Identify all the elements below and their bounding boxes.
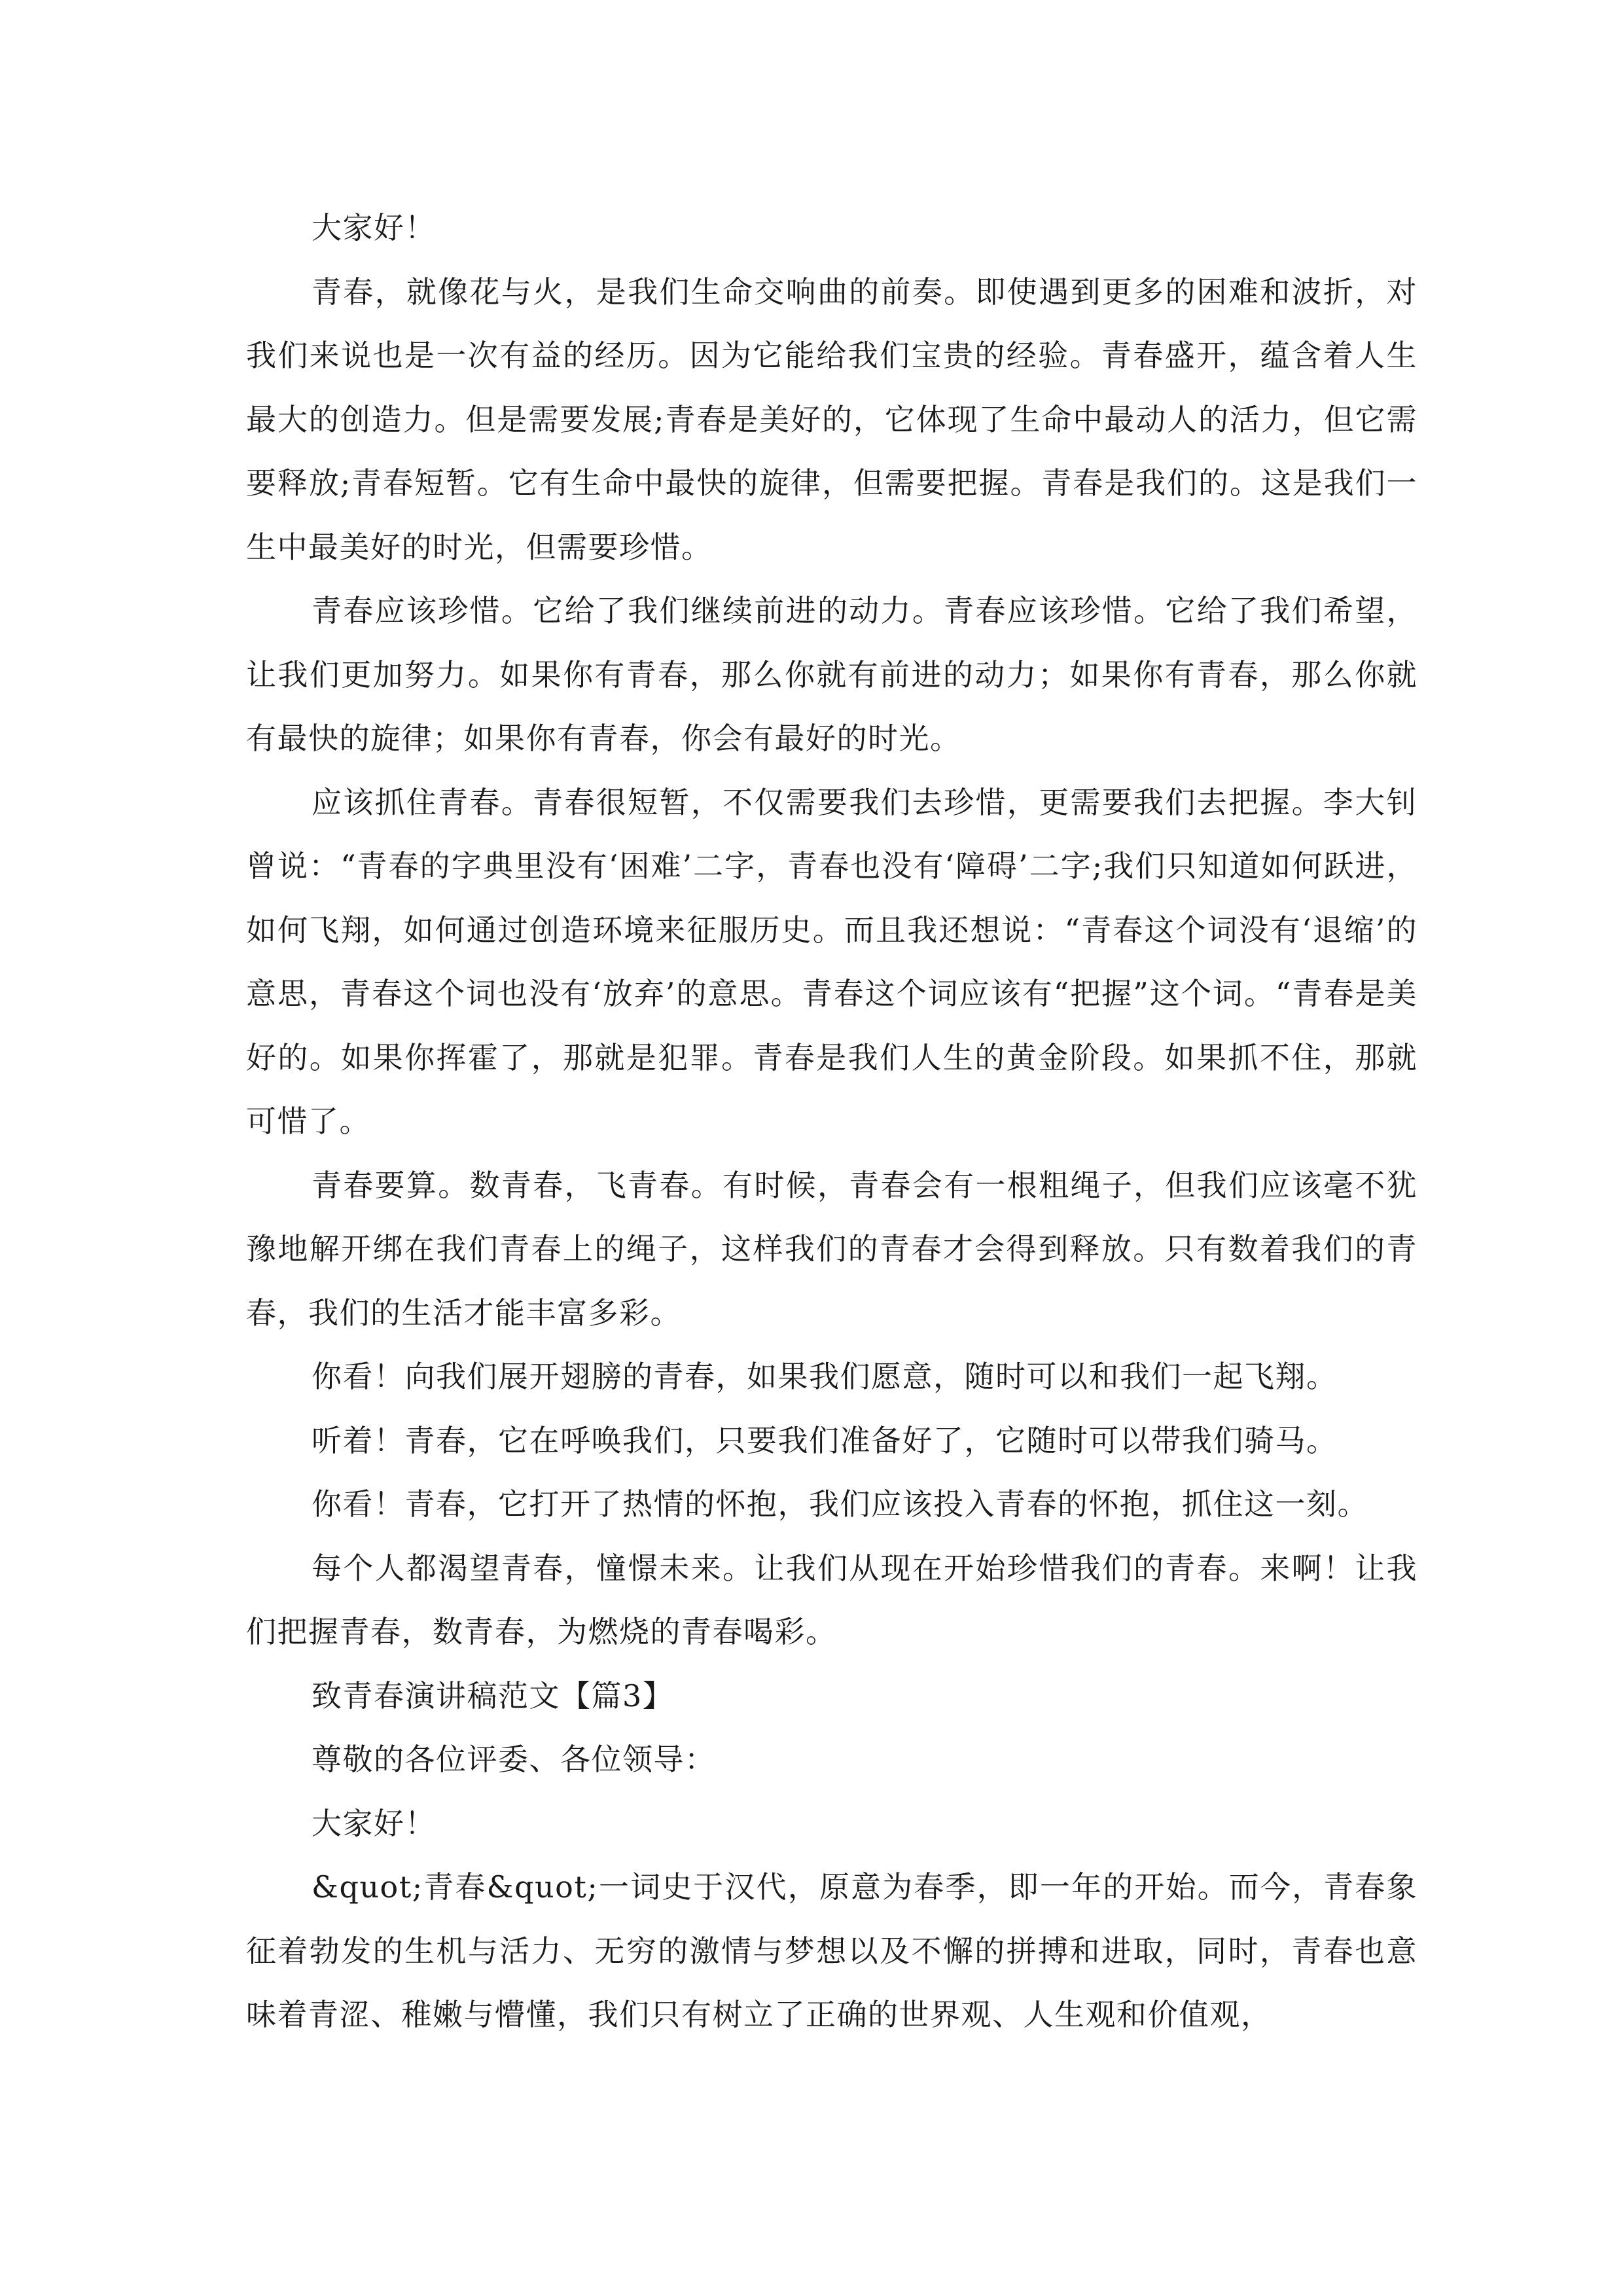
body-paragraph: 青春要算。数青春，飞青春。有时候，青春会有一根粗绳子，但我们应该毫不犹豫地解开绑在我们青春上的绳子，这样我们的青春才会得到释放。只有数着我们的青春，我们的生活才能丰富多彩。 xyxy=(246,1167,1418,1331)
salutation-paragraph: 尊敬的各位评委、各位领导： xyxy=(312,1742,716,1777)
document-body xyxy=(246,196,1418,2047)
greeting-paragraph: 大家好！ xyxy=(312,1805,436,1841)
body-paragraph: 每个人都渴望青春，憧憬未来。让我们从现在开始珍惜我们的青春。来啊！让我们把握青春，数青春，为燃烧的青春喝彩。 xyxy=(246,1550,1418,1649)
body-paragraph: 听着！青春，它在呼唤我们，只要我们准备好了，它随时可以带我们骑马。 xyxy=(312,1422,1338,1458)
body-paragraph: 你看！青春，它打开了热情的怀抱，我们应该投入青春的怀抱，抓住这一刻。 xyxy=(312,1486,1368,1522)
section-heading: 致青春演讲稿范文【篇3】 xyxy=(312,1677,674,1713)
body-paragraph: 你看！向我们展开翅膀的青春，如果我们愿意，随时可以和我们一起飞翔。 xyxy=(312,1359,1338,1394)
body-paragraph: 青春应该珍惜。它给了我们继续前进的动力。青春应该珍惜。它给了我们希望，让我们更加努力。如果你有青春，那么你就有前进的动力；如果你有青春，那么你就有最快的旋律；如果你有青春，你会有最好的时光。 xyxy=(246,593,1418,756)
body-paragraph: 青春，就像花与火，是我们生命交响曲的前奏。即使遇到更多的困难和波折，对我们来说也是一次有益的经历。因为它能给我们宝贵的经验。青春盛开，蕴含着人生最大的创造力。但是需要发展;青春是美好的，它体现了生命中最动人的活力，但它需要释放;青春短暂。它有生命中最快的旋律，但需要把握。青春是我们的。这是我们一生中最美好的时光，但需要珍惜。 xyxy=(246,274,1418,565)
body-paragraph: 应该抓住青春。青春很短暂，不仅需要我们去珍惜，更需要我们去把握。李大钊曾说：“青春的字典里没有‘困难’二字，青春也没有‘障碍’二字;我们只知道如何跃进，如何飞翔，如何通过创造环境来征服历史。而且我还想说：“青春这个词没有‘退缩’的意思，青春这个词也没有‘放弃’的意思。青春这个词应该有“把握”这个词。“青春是美好的。如果你挥霍了，那就是犯罪。青春是我们人生的黄金阶段。如果抓不住，那就可惜了。 xyxy=(246,784,1418,1139)
greeting-paragraph: 大家好！ xyxy=(312,210,436,245)
body-paragraph: &quot;青春&quot;一词史于汉代，原意为春季，即一年的开始。而今，青春象征着勃发的生机与活力、无穷的激情与梦想以及不懈的拼搏和进取，同时，青春也意味着青涩、稚嫩与懵懂，我们只有树立了正确的世界观、人生观和价值观， xyxy=(246,1869,1418,2032)
